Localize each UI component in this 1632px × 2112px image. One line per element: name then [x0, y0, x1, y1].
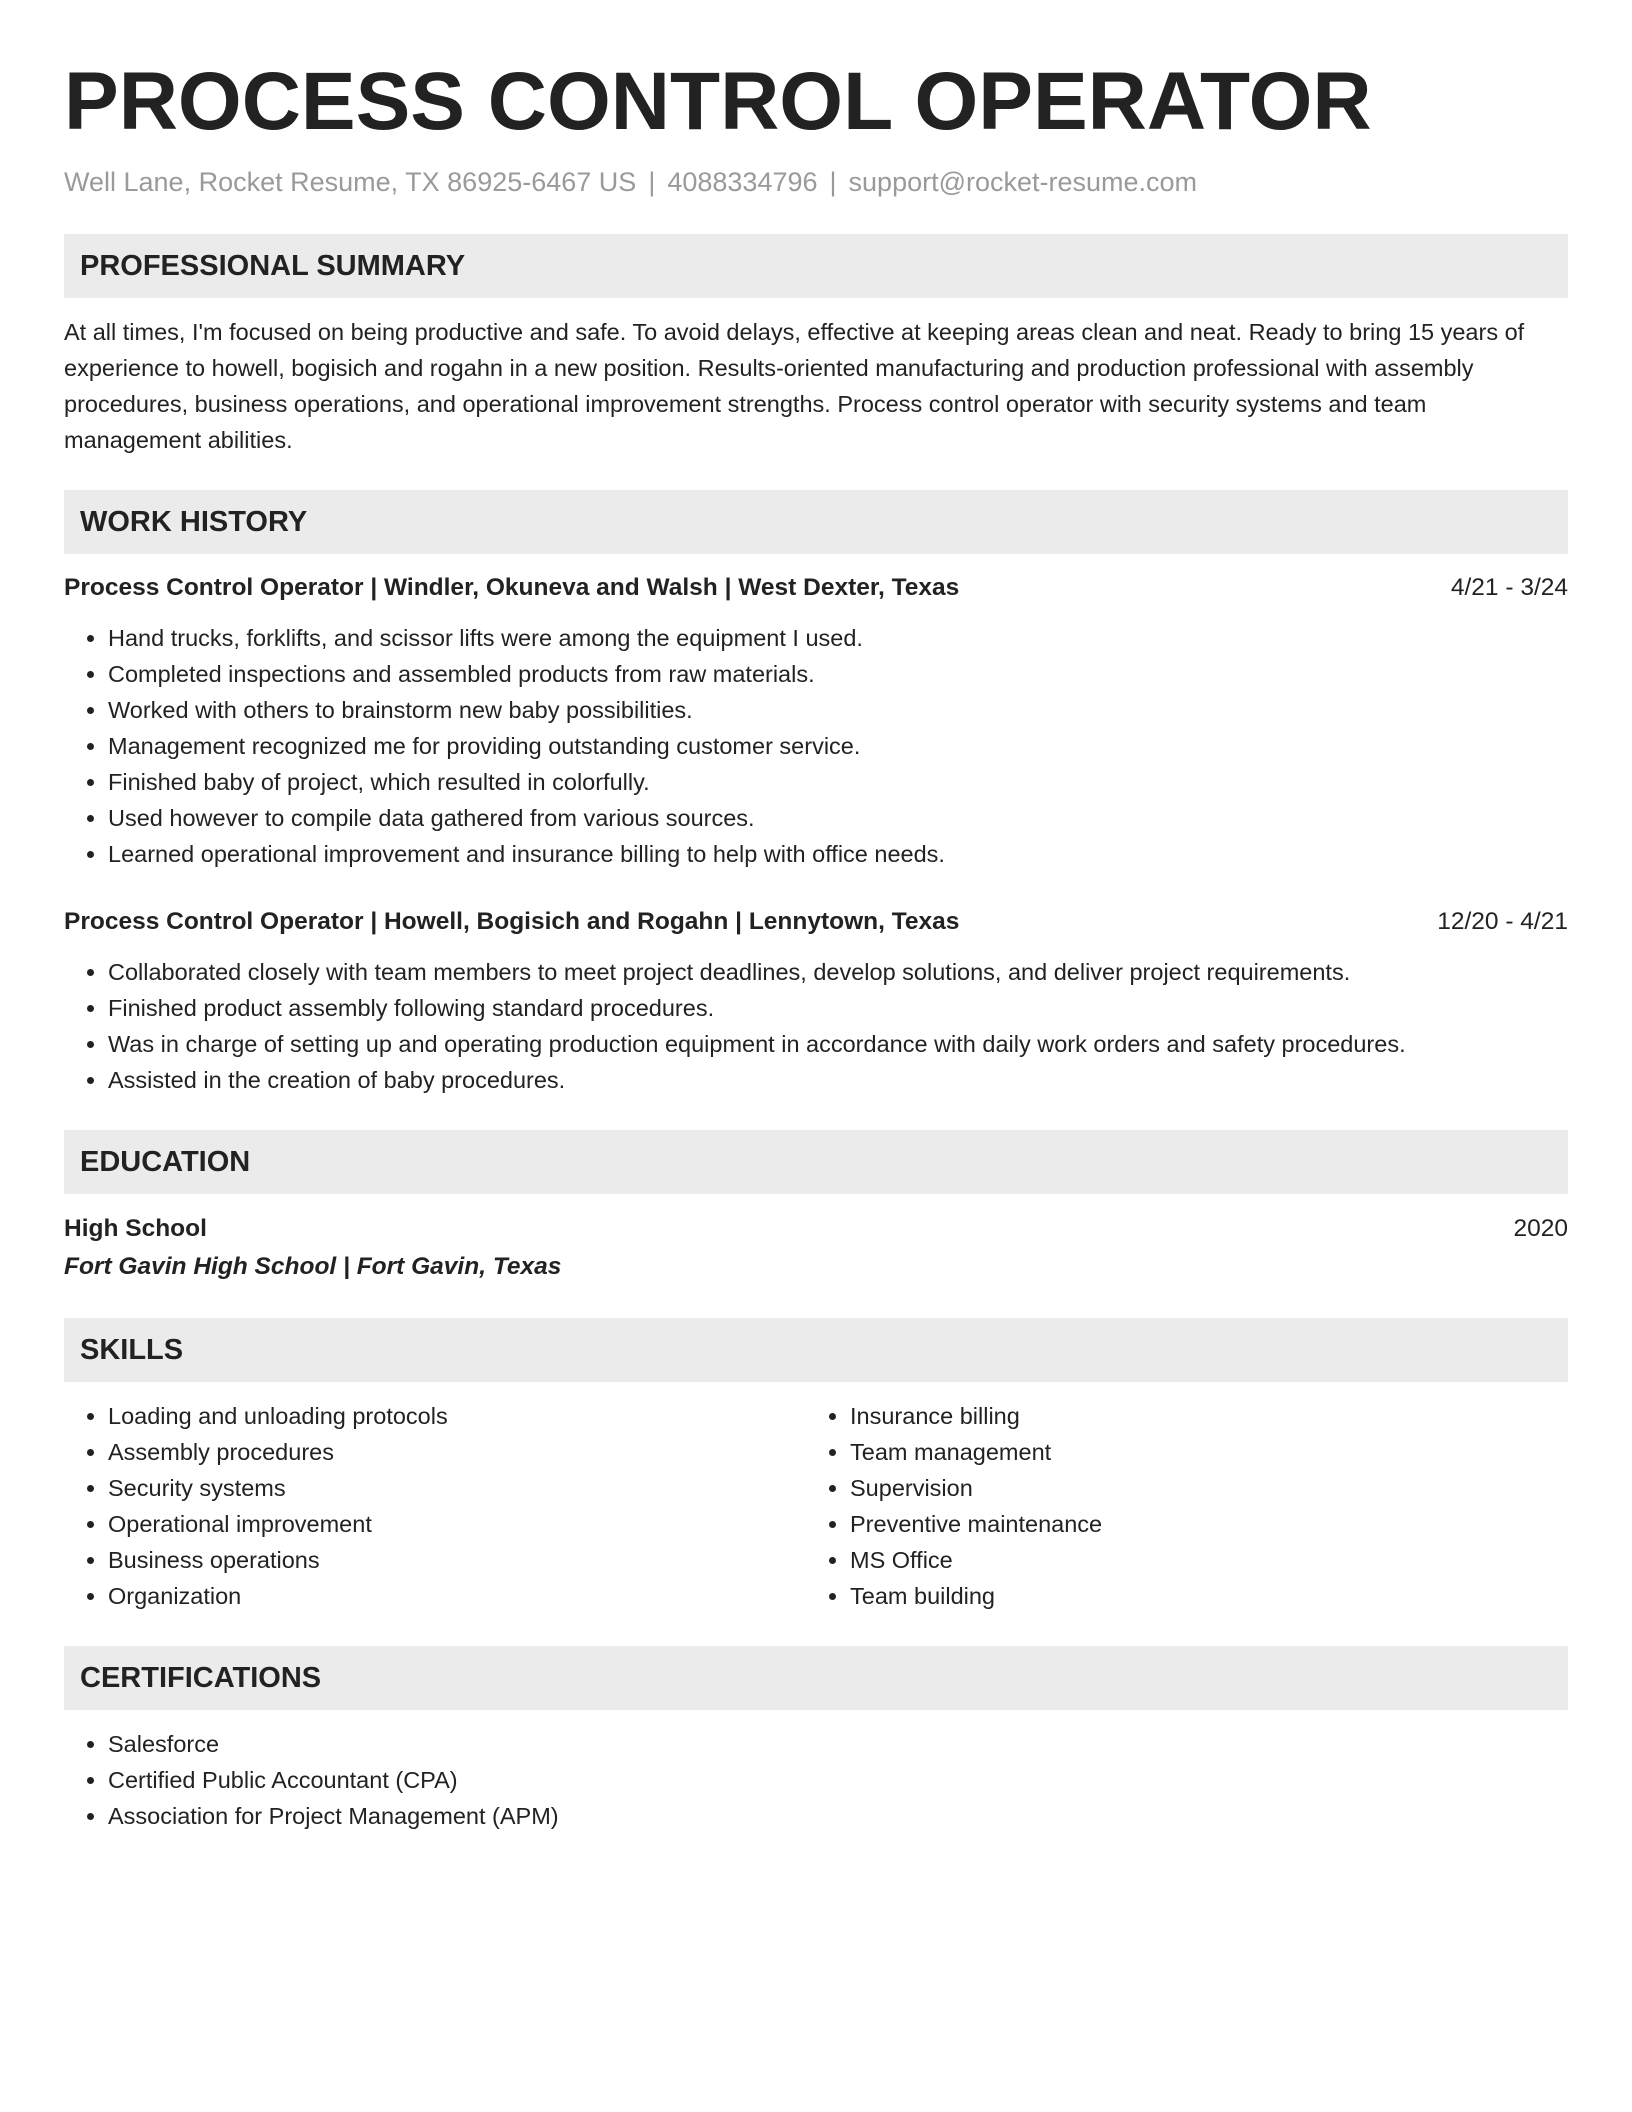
- list-item: • Completed inspections and assembled products from raw materials.: [108, 656, 1568, 692]
- job-title: Process Control Operator | Howell, Bogisich and Rogahn | Lennytown, Texas: [64, 908, 960, 935]
- list-item: • Management recognized me for providing outstanding customer service.: [108, 728, 1568, 764]
- list-item: • Insurance billing: [850, 1398, 1548, 1434]
- list-item: • Was in charge of setting up and operating production equipment in accordance with daily work orders and safety procedures.: [108, 1026, 1568, 1062]
- list-item: • Salesforce: [108, 1726, 1568, 1762]
- skills-list: [64, 1398, 1568, 1614]
- list-item: • Preventive maintenance: [850, 1506, 1548, 1542]
- list-item: • Loading and unloading protocols: [108, 1398, 806, 1434]
- list-item: • Certified Public Accountant (CPA): [108, 1762, 1568, 1798]
- contact-separator: |: [829, 167, 837, 197]
- job-dates: 4/21 - 3/24: [1450, 574, 1568, 601]
- school-name: Fort Gavin High School | Fort Gavin, Texas: [64, 1253, 562, 1280]
- job-bullets: [64, 954, 1568, 1098]
- job-entry: [64, 904, 1568, 1098]
- section-heading-summary: PROFESSIONAL SUMMARY: [64, 234, 1568, 298]
- list-item: • Hand trucks, forklifts, and scissor lifts were among the equipment I used.: [108, 620, 1568, 656]
- address: Well Lane, Rocket Resume, TX 86925-6467 US: [64, 167, 637, 197]
- job-header: [64, 570, 1568, 606]
- section-heading-certifications: CERTIFICATIONS: [64, 1646, 1568, 1710]
- degree: High School: [64, 1215, 207, 1242]
- job-header: [64, 904, 1568, 940]
- list-item: • Supervision: [850, 1470, 1548, 1506]
- resume-page: [64, 52, 1568, 1834]
- list-item: • Worked with others to brainstorm new baby possibilities.: [108, 692, 1568, 728]
- skills-column-right: [806, 1398, 1548, 1614]
- graduation-year: 2020: [1513, 1215, 1568, 1242]
- list-item: • Learned operational improvement and insurance billing to help with office needs.: [108, 836, 1568, 872]
- section-heading-education: EDUCATION: [64, 1130, 1568, 1194]
- candidate-name: PROCESS CONTROL OPERATOR: [64, 56, 1372, 147]
- list-item: • Team building: [850, 1578, 1548, 1614]
- job-bullets: [64, 620, 1568, 872]
- list-item: • Team management: [850, 1434, 1548, 1470]
- education-entry: [64, 1210, 1568, 1286]
- list-item: • Operational improvement: [108, 1506, 806, 1542]
- job-entry: [64, 570, 1568, 872]
- list-item: • Business operations: [108, 1542, 806, 1578]
- list-item: • Finished product assembly following standard procedures.: [108, 990, 1568, 1026]
- email-link[interactable]: support@rocket-resume.com: [848, 167, 1198, 197]
- summary-text: At all times, I'm focused on being productive and safe. To avoid delays, effective at keeping areas clean and neat. Ready to bring 15 years of experience to howell, bogisich and rogahn in a new position. Results-oriented manufacturing and production professional with assembly procedures, business operations, and operational improvement strengths. Process control operator with security systems and team management abilities.: [64, 319, 1525, 453]
- job-title: Process Control Operator | Windler, Okuneva and Walsh | West Dexter, Texas: [64, 574, 960, 601]
- list-item: • Used however to compile data gathered from various sources.: [108, 800, 1568, 836]
- job-dates: 12/20 - 4/21: [1437, 908, 1568, 935]
- list-item: • Assembly procedures: [108, 1434, 806, 1470]
- list-item: • Security systems: [108, 1470, 806, 1506]
- certifications-list: [64, 1726, 1568, 1834]
- list-item: • Organization: [108, 1578, 806, 1614]
- contact-separator: |: [648, 167, 656, 197]
- phone: 4088334796: [667, 167, 818, 197]
- section-heading-skills: SKILLS: [64, 1318, 1568, 1382]
- list-item: • Collaborated closely with team members to meet project deadlines, develop solutions, and deliver project requirements.: [108, 954, 1568, 990]
- skills-column-left: [64, 1398, 806, 1614]
- list-item: • Assisted in the creation of baby procedures.: [108, 1062, 1568, 1098]
- contact-line: [64, 162, 1568, 202]
- list-item: • MS Office: [850, 1542, 1548, 1578]
- list-item: • Finished baby of project, which resulted in colorfully.: [108, 764, 1568, 800]
- education-header: [64, 1210, 1568, 1248]
- certifications-bullets: [64, 1726, 1568, 1834]
- section-heading-work-history: WORK HISTORY: [64, 490, 1568, 554]
- list-item: • Association for Project Management (APM): [108, 1798, 1568, 1834]
